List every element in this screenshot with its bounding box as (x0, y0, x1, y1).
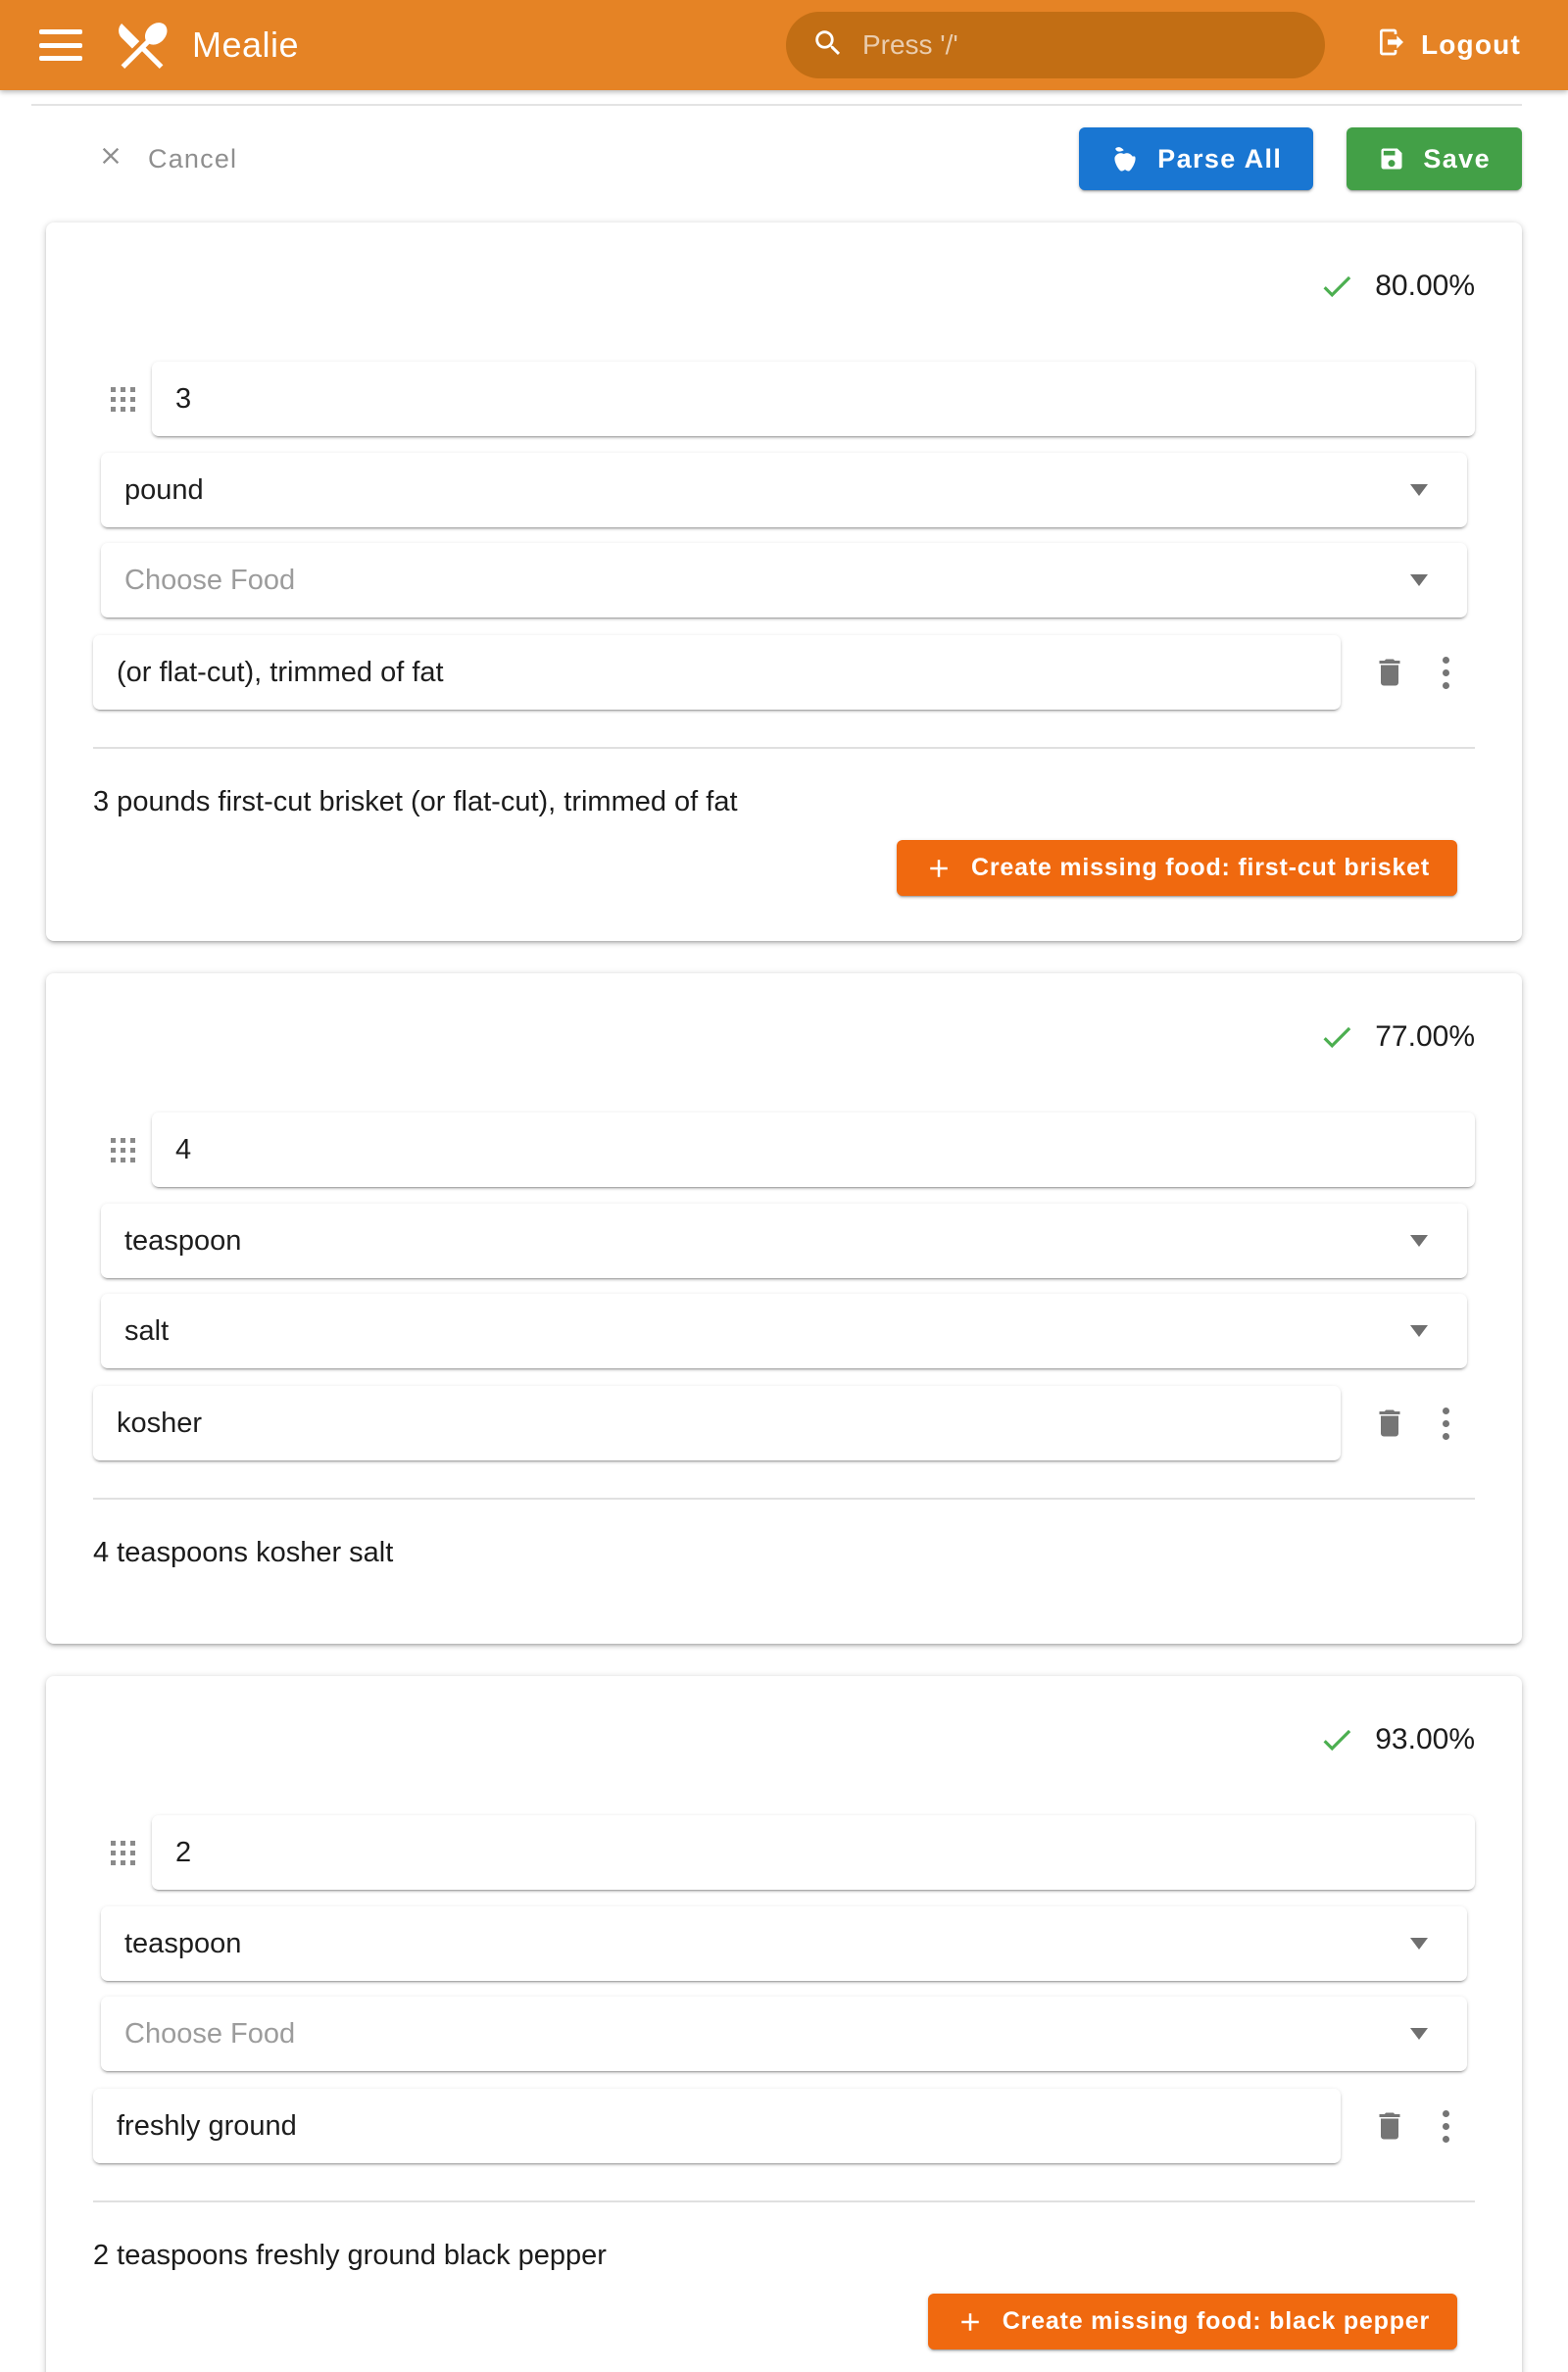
app-header (0, 0, 1568, 90)
app-title: Mealie (192, 25, 300, 65)
food-select[interactable] (101, 1997, 1467, 2071)
food-value: salt (124, 1314, 170, 1347)
cancel-button[interactable] (74, 142, 237, 176)
note-actions (1341, 655, 1475, 690)
food-placeholder: Choose Food (124, 564, 296, 596)
editor-toolbar (0, 106, 1568, 190)
unit-select-row (101, 1906, 1467, 1981)
save-icon (1378, 145, 1405, 173)
save-button[interactable] (1347, 127, 1522, 190)
quantity-input[interactable] (152, 1815, 1475, 1890)
confidence-row (93, 1721, 1475, 1758)
confidence-row (93, 1018, 1475, 1056)
close-icon (97, 142, 124, 176)
chevron-down-icon (1410, 484, 1428, 496)
logout-button[interactable] (1362, 26, 1521, 65)
food-placeholder: Choose Food (124, 2017, 296, 2050)
drag-indicator-icon (111, 1841, 135, 1865)
more-options-button[interactable] (1443, 2110, 1449, 2143)
mealie-logo-icon (112, 15, 172, 75)
create-missing-food-button[interactable] (897, 840, 1457, 896)
unit-select-row (101, 453, 1467, 527)
note-row (93, 2089, 1475, 2163)
search-placeholder: Press '/' (861, 29, 958, 60)
logout-icon (1376, 26, 1407, 65)
search-input[interactable] (786, 12, 1325, 78)
card-divider (93, 1498, 1475, 1500)
food-select-row (101, 1997, 1467, 2071)
card-divider (93, 747, 1475, 749)
missing-food-row (93, 840, 1475, 896)
quantity-row (93, 1815, 1475, 1890)
quantity-value: 3 (175, 382, 192, 415)
missing-food-row (93, 2294, 1475, 2349)
drag-indicator-icon (111, 1138, 135, 1162)
delete-button[interactable] (1372, 2108, 1407, 2144)
note-value: freshly ground (117, 2109, 297, 2142)
quantity-input[interactable] (152, 1112, 1475, 1187)
card-divider (93, 2200, 1475, 2202)
original-ingredient-text: 3 pounds first-cut brisket (or flat-cut), trimmed of fat (93, 786, 738, 817)
save-label: Save (1423, 143, 1491, 173)
original-ingredient-text: 2 teaspoons freshly ground black pepper (93, 2240, 607, 2271)
check-icon (1318, 1018, 1355, 1056)
check-icon (1318, 268, 1355, 305)
unit-value: teaspoon (124, 1927, 242, 1959)
note-row (93, 1386, 1475, 1460)
delete-button[interactable] (1372, 1406, 1407, 1441)
more-options-button[interactable] (1443, 657, 1449, 689)
note-actions (1341, 2108, 1475, 2144)
food-select[interactable] (101, 543, 1467, 618)
note-actions (1341, 1406, 1475, 1441)
delete-button[interactable] (1372, 655, 1407, 690)
unit-select[interactable] (101, 453, 1467, 527)
confidence-row (93, 268, 1475, 305)
quantity-value: 4 (175, 1133, 192, 1165)
unit-select[interactable] (101, 1204, 1467, 1278)
chevron-down-icon (1410, 1938, 1428, 1950)
chevron-down-icon (1410, 1235, 1428, 1247)
original-ingredient-text: 4 teaspoons kosher salt (93, 1537, 394, 1568)
ingredient-card (46, 973, 1522, 1644)
quantity-row (93, 362, 1475, 436)
ingredient-card (46, 222, 1522, 941)
plus-icon (924, 854, 954, 883)
note-value: kosher (117, 1407, 203, 1439)
logout-label: Logout (1420, 29, 1521, 60)
parse-all-label: Parse All (1157, 143, 1283, 173)
confidence-value: 77.00% (1375, 1020, 1475, 1053)
ingredient-card (46, 1676, 1522, 2372)
chevron-down-icon (1410, 574, 1428, 586)
confidence-value: 93.00% (1375, 1723, 1475, 1755)
unit-select-row (101, 1204, 1467, 1278)
drag-handle[interactable] (93, 387, 152, 412)
note-input[interactable] (93, 2089, 1341, 2163)
note-row (93, 635, 1475, 710)
parse-all-button[interactable] (1079, 127, 1313, 190)
cancel-label: Cancel (148, 143, 238, 173)
create-missing-food-button[interactable] (928, 2294, 1457, 2349)
check-icon (1318, 1721, 1355, 1758)
chevron-down-icon (1410, 2028, 1428, 2040)
confidence-value: 80.00% (1375, 270, 1475, 302)
trash-icon (1372, 655, 1407, 690)
quantity-row (93, 1112, 1475, 1187)
quantity-value: 2 (175, 1836, 192, 1868)
drag-handle[interactable] (93, 1841, 152, 1865)
search-icon (811, 26, 845, 65)
food-select-row (101, 1294, 1467, 1368)
note-input[interactable] (93, 1386, 1341, 1460)
plus-icon (956, 2307, 985, 2337)
create-missing-food-label: Create missing food: black pepper (1002, 2307, 1430, 2335)
more-options-button[interactable] (1443, 1408, 1449, 1440)
unit-value: pound (124, 473, 204, 506)
food-select-row (101, 543, 1467, 618)
drag-handle[interactable] (93, 1138, 152, 1162)
food-select[interactable] (101, 1294, 1467, 1368)
note-input[interactable] (93, 635, 1341, 710)
drag-indicator-icon (111, 387, 135, 412)
trash-icon (1372, 2108, 1407, 2144)
create-missing-food-label: Create missing food: first-cut brisket (971, 854, 1430, 881)
unit-value: teaspoon (124, 1224, 242, 1257)
quantity-input[interactable] (152, 362, 1475, 436)
apple-icon (1110, 144, 1140, 173)
trash-icon (1372, 1406, 1407, 1441)
unit-select[interactable] (101, 1906, 1467, 1981)
ingredient-list (0, 222, 1568, 2372)
menu-icon[interactable] (39, 29, 82, 61)
note-value: (or flat-cut), trimmed of fat (117, 656, 444, 688)
chevron-down-icon (1410, 1325, 1428, 1337)
